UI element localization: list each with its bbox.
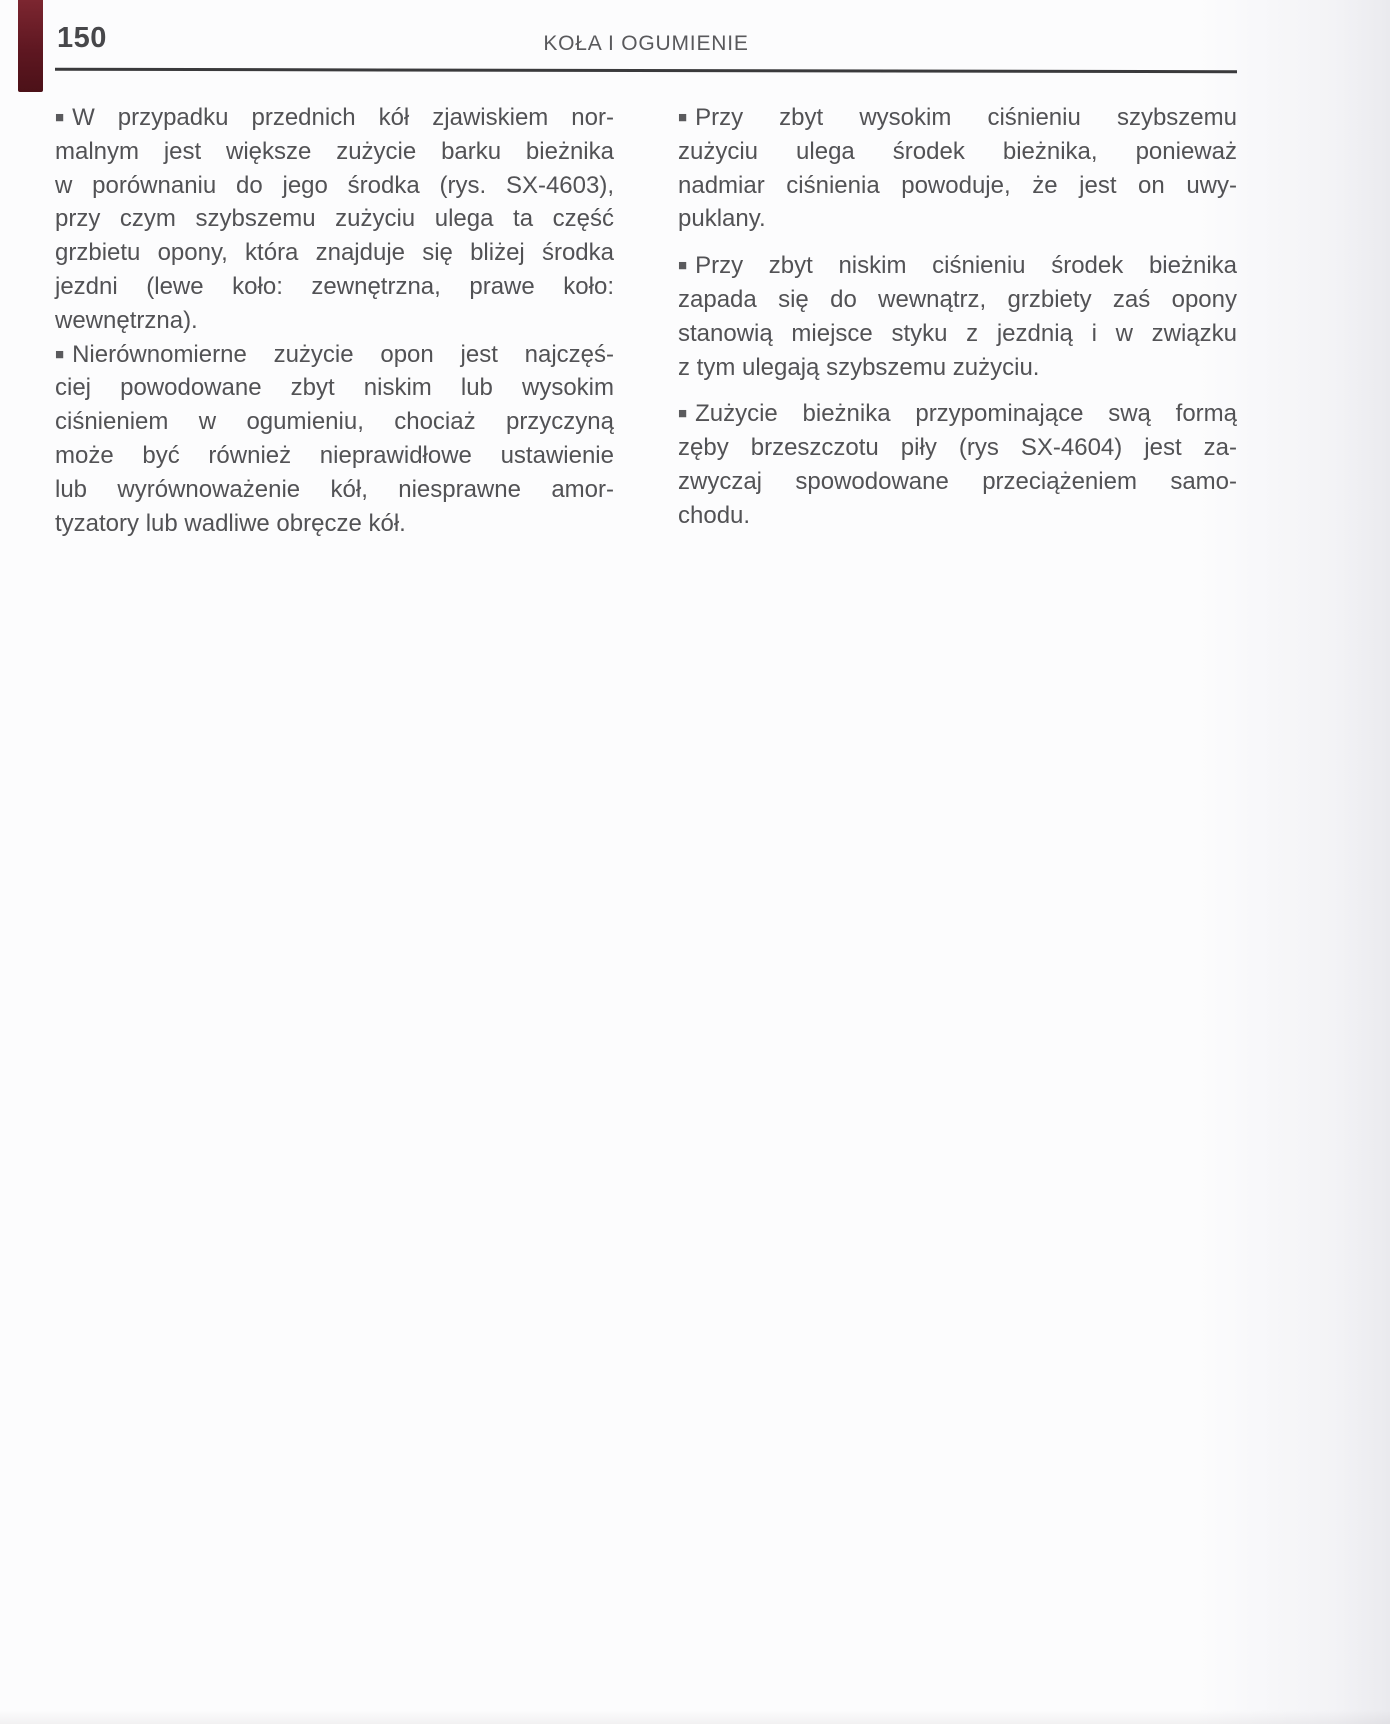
text-line: zużyciu ulega środek bieżnika, ponieważ: [678, 137, 1237, 165]
text-line: malnym jest większe zużycie barku bieżnika: [55, 137, 614, 165]
page-content: [55, 0, 1237, 540]
text-line: chodu.: [678, 501, 751, 529]
text-line: ciej powodowane zbyt niskim lub wysokim: [55, 374, 614, 402]
bullet-square-icon: ■: [678, 405, 688, 423]
text-line: stanowią miejsce styku z jezdnią i w związku: [678, 319, 1237, 347]
text-line: ciśnieniem w ogumieniu, chociaż przyczyną: [55, 408, 614, 436]
left-column: [55, 101, 614, 540]
page-header: [55, 0, 1237, 72]
text-line: z tym ulegają szybszemu zużyciu.: [678, 353, 1040, 381]
text-line: grzbietu opony, która znajduje się bliżej środka: [55, 239, 614, 267]
text-line: ■ Zużycie bieżnika przypominające swą formą: [678, 397, 1237, 431]
text-line: w porównaniu do jego środka (rys. SX-4603),: [55, 171, 614, 199]
page-title: KOŁA I OGUMIENIE: [543, 32, 749, 55]
text-line: ■ Przy zbyt niskim ciśnieniu środek bieżnika: [678, 249, 1237, 283]
text-line: jezdni (lewe koło: zewnętrzna, prawe koło:: [55, 272, 614, 300]
text-line: ■ W przypadku przednich kół zjawiskiem nor-: [55, 101, 614, 135]
scan-artifact-mark: [18, 0, 43, 92]
bullet-square-icon: ■: [678, 109, 688, 126]
paragraph: [678, 101, 1237, 236]
text-line: puklany.: [678, 205, 766, 233]
bullet-square-icon: ■: [55, 345, 65, 363]
bullet-square-icon: ■: [678, 257, 688, 275]
text-line: może być również nieprawidłowe ustawienie: [55, 441, 614, 469]
paragraph: [55, 338, 614, 541]
text-line: nadmiar ciśnienia powoduje, że jest on uwy-: [678, 171, 1237, 199]
paragraph: [678, 397, 1237, 532]
paragraph: [55, 101, 614, 338]
bullet-square-icon: ■: [55, 109, 65, 126]
text-line: wewnętrzna).: [55, 306, 198, 334]
two-column-text: [55, 101, 1237, 540]
text-line: ■ Przy zbyt wysokim ciśnieniu szybszemu: [678, 101, 1237, 135]
page-number: 150: [57, 22, 107, 54]
right-column: [678, 101, 1237, 540]
text-line: przy czym szybszemu zużyciu ulega ta część: [55, 205, 614, 233]
text-line: zapada się do wewnątrz, grzbiety zaś opony: [678, 285, 1237, 313]
text-line: tyzatory lub wadliwe obręcze kół.: [55, 509, 406, 537]
text-line: zęby brzeszczotu piły (rys SX-4604) jest za-: [678, 434, 1237, 462]
text-line: lub wyrównoważenie kół, niesprawne amor-: [55, 475, 614, 503]
header-rule: [55, 68, 1237, 73]
text-line: zwyczaj spowodowane przeciążeniem samo-: [678, 467, 1237, 495]
paragraph: [678, 249, 1237, 384]
text-line: ■ Nierównomierne zużycie opon jest najczęś-: [55, 338, 614, 372]
